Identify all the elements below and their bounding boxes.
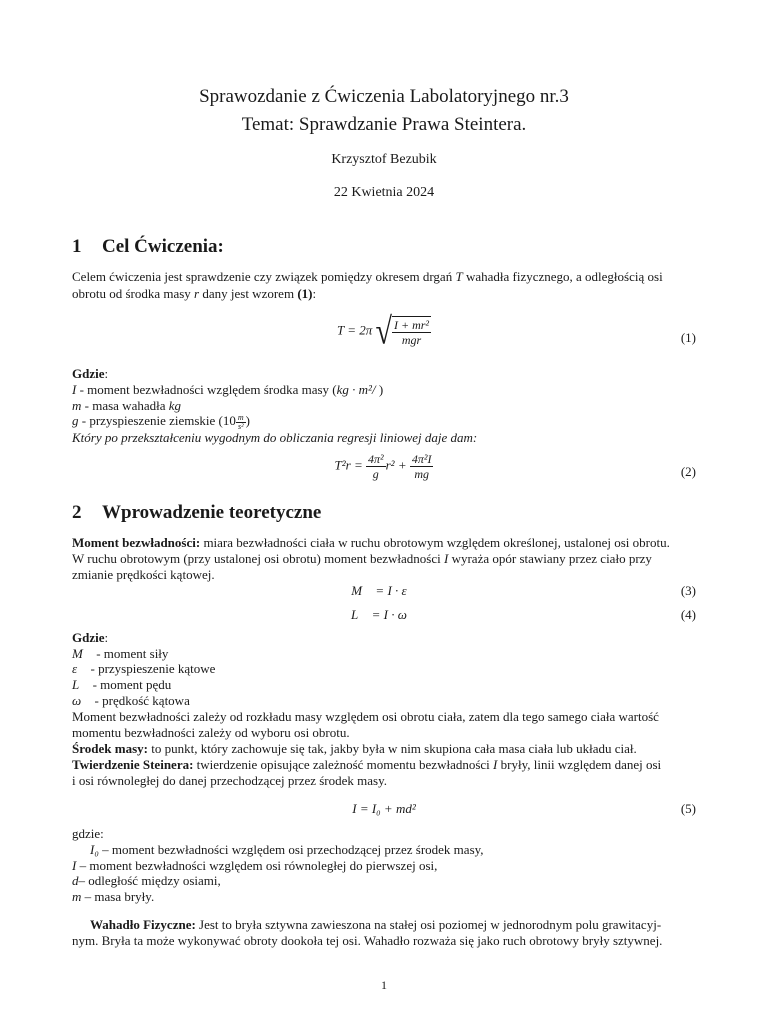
text: obrotu od środka masy (72, 286, 195, 301)
title-line-1: Sprawozdanie z Ćwiczenia Labolatoryjnego nr.3 (199, 86, 569, 107)
transform-note (72, 430, 696, 446)
text: – odległość między osiami, (78, 873, 221, 888)
text: – moment bezwładności względem osi równoległej do pierwszej osi, (76, 858, 438, 873)
gdzie-item (72, 646, 696, 662)
cel-line-2 (72, 286, 696, 302)
symbol: M⃗ (72, 646, 93, 661)
unit-numerator: m (237, 412, 244, 422)
equation-3 (72, 583, 696, 601)
section-number: 2 (72, 502, 82, 523)
symbol-I: I (444, 551, 449, 566)
gdzie-item (72, 413, 696, 431)
equation-1 (72, 310, 696, 360)
text: to punkt, który zachowuje się tak, jakby była w nim skupiona cała masa ciała lub układu ciał. (147, 741, 637, 756)
date: 22 Kwietnia 2024 (333, 185, 435, 200)
symbol: m (72, 889, 82, 904)
text: - prędkość kątowa (91, 693, 190, 708)
gdzie-item (72, 858, 696, 874)
unit: kg · m²/ (336, 382, 379, 397)
text: - moment siły (92, 646, 169, 661)
text: dany jest wzorem (199, 286, 298, 301)
text: wahadła fizycznego, a odległością osi (462, 269, 663, 284)
gdzie-item (90, 842, 714, 858)
equation-number: (3) (680, 583, 696, 598)
equation-number: (1) (680, 330, 696, 345)
fraction-denominator: mgr (401, 333, 422, 347)
term-label: Twierdzenie Steinera: (72, 757, 194, 772)
equation-lhs: T = 2π (336, 322, 373, 338)
symbol: d (72, 873, 79, 888)
text: wyraża opór stawiany przez ciało przy (448, 551, 652, 566)
srodek-masy (72, 741, 696, 757)
equation-ref: (1) (297, 286, 313, 301)
sqrt-sign: √ $\frac{\text{I + mr²}}{\text{mgr}}$ (375, 310, 430, 352)
fraction-denominator: mg (414, 467, 429, 481)
text: Jest to bryła sztywna zawieszona na stałej osi poziomej w jednorodnym polu grawitacyj- (195, 917, 662, 932)
equation-2 (72, 452, 696, 492)
text: - masa wahadła (81, 398, 169, 413)
text: – masa bryły. (81, 889, 155, 904)
symbol-I: I (493, 757, 498, 772)
colon: : (104, 630, 109, 645)
text: - moment bezwładności względem środka masy ( (76, 382, 337, 397)
symbol: ε⃗ (72, 661, 88, 676)
equation-5 (72, 801, 696, 819)
text: miara bezwładności ciała w ruchu obrotowym względem określonej, ustalonej osi obrotu. (200, 535, 670, 550)
gdzie-item (72, 382, 696, 398)
steiner-line-2: i osi równoległej do danej przechodzącej przez środek masy. (72, 773, 388, 788)
term-label: Wahadło Fizyczne: (90, 917, 196, 932)
unit: kg (168, 398, 182, 413)
term-label: Moment bezwładności: (72, 535, 201, 550)
fraction-numerator: I + mr² (393, 318, 430, 332)
wahadlo-line-1 (90, 917, 696, 933)
section-1-heading (72, 236, 224, 258)
label: Gdzie (72, 630, 105, 645)
symbol: ω⃗ (72, 693, 92, 708)
symbol: I (72, 382, 77, 397)
equation-number: (4) (680, 607, 696, 622)
equation-body: M⃗ = I · ε⃗ (351, 583, 417, 598)
equation-4 (72, 607, 696, 625)
author: Krzysztof Bezubik (331, 152, 437, 167)
section-title: Cel Ćwiczenia: (102, 236, 224, 257)
text: : (312, 286, 317, 301)
gdzie-item (72, 889, 696, 905)
section-2-heading (72, 502, 321, 524)
moment-line-2 (72, 551, 696, 567)
section-title: Wprowadzenie teoretyczne (102, 502, 322, 523)
text: - przyspieszenie kątowe (87, 661, 216, 676)
text: bryły, linii względem danej osi (497, 757, 662, 772)
gdzie-item (72, 661, 696, 677)
symbol: L⃗ (72, 677, 90, 692)
moment-line-3: zmianie prędkości kątowej. (72, 567, 215, 582)
unit-denominator: s² (238, 421, 244, 431)
gdzie-item (72, 873, 696, 889)
equation-number: (2) (680, 464, 696, 479)
symbol: g (72, 413, 79, 428)
text: - przyspieszenie ziemskie (10 (78, 413, 236, 428)
section-number: 1 (72, 236, 82, 257)
equation-mid: r² + (385, 457, 407, 473)
colon: : (104, 366, 109, 381)
symbol-r: r (194, 286, 200, 301)
gdzie-heading (72, 630, 696, 646)
equation-body: I = I₀ + md² (352, 801, 416, 816)
title-line-2: Temat: Sprawdzanie Prawa Steintera. (241, 114, 527, 135)
dependency-line-2: momentu bezwładności zależy od wyboru osi obrotu. (72, 725, 350, 740)
cel-line-1 (72, 269, 696, 285)
gdzie-item (72, 677, 696, 693)
gdzie-heading (72, 366, 696, 382)
page-number: 1 (381, 978, 387, 992)
gdzie-item (72, 693, 696, 709)
text: Który po przekształceniu wygodnym do obliczania regresji liniowej daje dam: (72, 430, 478, 445)
text: ) (245, 413, 251, 428)
text: – moment bezwładności względem osi przechodzącej przez środek masy, (98, 842, 484, 857)
text: - moment pędu (89, 677, 172, 692)
symbol: m (72, 398, 82, 413)
symbol-T: T (455, 269, 463, 284)
text: twierdzenie opisujące zależność momentu bezwładności (193, 757, 494, 772)
fraction-numerator: 4π²I (411, 452, 432, 466)
text: Celem ćwiczenia jest sprawdzenie czy związek pomiędzy okresem drgań (72, 269, 456, 284)
term-label: Środek masy: (72, 741, 148, 756)
moment-line-1 (72, 535, 696, 551)
fraction-denominator: g (372, 467, 379, 481)
wahadlo-line-2: nym. Bryła ta może wykonywać obroty dookoła tej osi. Wahadło rozważa się jako ruch obrotowy bryły sztywnej. (72, 933, 663, 948)
gdzie-heading: gdzie: (72, 826, 104, 841)
text: W ruchu obrotowym (przy ustalonej osi obrotu) moment bezwładności (72, 551, 444, 566)
fraction-numerator: 4π² (368, 452, 384, 466)
dependency-line-1: Moment bezwładności zależy od rozkładu masy względem osi obrotu ciała, zatem dla tego samego ciała wartość (72, 709, 659, 724)
symbol: I₀ (90, 842, 99, 857)
steiner-line-1 (72, 757, 696, 773)
label: Gdzie (72, 366, 105, 381)
symbol: I (72, 858, 77, 873)
equation-body: L⃗ = I · ω⃗ (351, 607, 417, 622)
equation-number: (5) (680, 801, 696, 816)
gdzie-item (72, 398, 696, 414)
equation-lhs: T²r = (334, 457, 363, 473)
text: ) (378, 382, 384, 397)
